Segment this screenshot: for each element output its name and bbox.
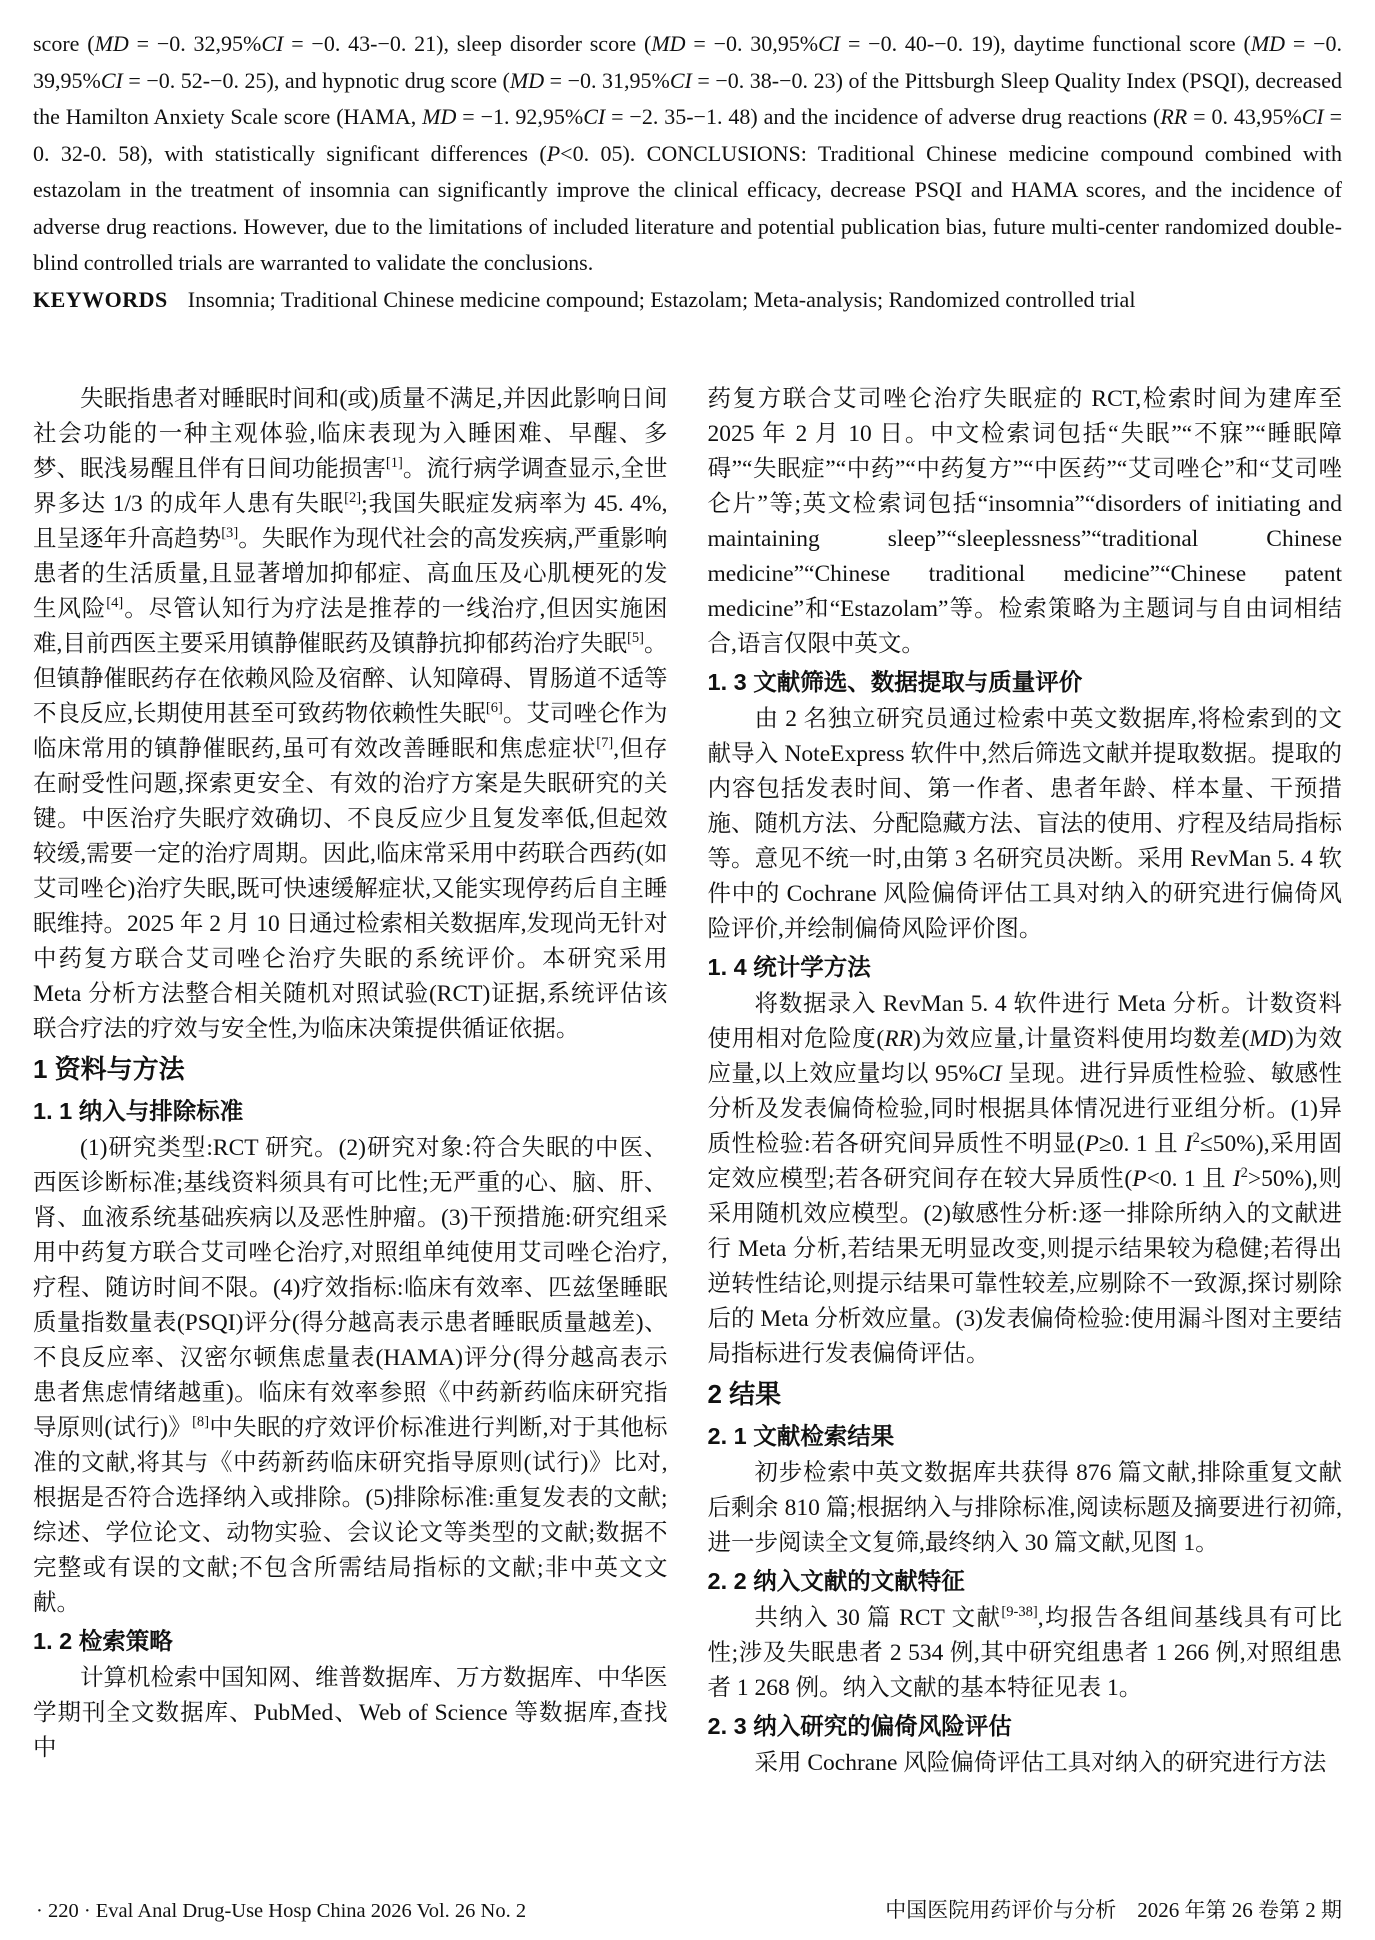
text-segment: 失眠指患者对睡眠时间和(或)质量不满足,并因此影响日间社会功能的一种主观体验,临床表现为入睡困难、早醒、多梦、眠浅易醒且伴有日间功能损害 bbox=[33, 386, 668, 482]
text-segment: 药复方联合艾司唑仑治疗失眠症的 RCT,检索时间为建库至 2025 年 2 月 10 日。中文检索词包括“失眠”“不寐”“睡眠障碍”“失眠症”“中药”“中药复方”“中医药”“艾司唑仑”和“艾司唑仑片”等;英文检索词包括“insomnia”“disorders of initiating and maintaining sleep”“sleeplessness”“traditional Chinese medicine”“Chinese traditional medicine”“Chinese patent medicine”和“Estazolam”等。检索策略为主题词与自由词相结合,语言仅限中英文。 bbox=[707, 386, 1342, 657]
text-segment: 由 2 名独立研究员通过检索中英文数据库,将检索到的文献导入 NoteExpress 软件中,然后筛选文献并提取数据。提取的内容包括发表时间、第一作者、患者年龄、样本量、干预措施、随机方法、分配隐藏方法、盲法的使用、疗程及结局指标等。意见不统一时,由第 3 名研究员决断。采用 RevMan 5. 4 软件中的 Cochrane 风险偏倚评估工具对纳入的研究进行偏倚风险评价,并绘制偏倚风险评价图。 bbox=[707, 706, 1342, 942]
superscript-ref: [2] bbox=[344, 490, 362, 507]
two-column-body bbox=[33, 382, 1342, 1781]
paragraph bbox=[708, 1746, 1343, 1781]
section-heading: 1. 4 统计学方法 bbox=[707, 954, 871, 980]
italic-symbol: I bbox=[1184, 1131, 1193, 1157]
superscript-ref: [4] bbox=[106, 595, 124, 612]
text-segment: 。流行病学调查显示,全世界多达 1/3 的成年人患有失眠 bbox=[33, 456, 668, 517]
text-segment: = −0. 43-−0. 21), sleep disorder score ( bbox=[283, 31, 652, 56]
text-segment: 初步检索中英文数据库共获得 876 篇文献,排除重复文献后剩余 810 篇;根据纳入与排除标准,阅读标题及摘要进行初筛,进一步阅读全文复筛,最终纳入 30 篇文献,见图 1。 bbox=[707, 1460, 1342, 1556]
footer-journal-cn-issue: 中国医院用药评价与分析 2026 年第 26 卷第 2 期 bbox=[885, 1898, 1342, 1922]
text-segment: = −0. 31,95% bbox=[544, 67, 670, 93]
italic-symbol: CI bbox=[669, 67, 692, 93]
italic-symbol: CI bbox=[261, 31, 284, 56]
text-segment: ;我国失眠症发病率为 45. 4%,且呈逐年升高趋势 bbox=[33, 491, 668, 552]
superscript-ref: [6] bbox=[485, 700, 503, 717]
paragraph bbox=[708, 702, 1343, 947]
text-segment: 。但镇静催眠药存在依赖风险及宿醉、认知障碍、胃肠道不适等不良反应,长期使用甚至可致药物依赖性失眠 bbox=[33, 631, 668, 727]
italic-symbol: MD bbox=[651, 31, 686, 56]
paragraph bbox=[33, 1131, 668, 1621]
section-heading: 1. 3 文献筛选、数据提取与质量评价 bbox=[707, 669, 1083, 695]
text-segment: 共纳入 30 篇 RCT 文献 bbox=[754, 1605, 1002, 1631]
section-heading: 2. 1 文献检索结果 bbox=[707, 1423, 895, 1449]
italic-symbol: MD bbox=[1250, 31, 1286, 56]
text-segment: = −0. 38-−0. 23) of the Pittsburgh Sleep Quality Index (PSQI), decreased the Hamilton Anxiety Scale score (HAMA, bbox=[33, 67, 1342, 129]
section-heading: 2 结果 bbox=[707, 1379, 782, 1409]
italic-symbol: P bbox=[1084, 1131, 1099, 1157]
italic-symbol: RR bbox=[1160, 104, 1188, 129]
abstract-continuation bbox=[33, 26, 1342, 282]
italic-symbol: CI bbox=[1301, 104, 1324, 129]
section-heading: 1. 1 纳入与排除标准 bbox=[33, 1098, 244, 1124]
superscript-ref: [1] bbox=[385, 455, 403, 472]
keywords-label: KEYWORDS bbox=[33, 286, 168, 312]
text-segment: <0. 05). CONCLUSIONS: Traditional Chinese medicine compound combined with estazolam in the treatment of insomnia can significantly improve the clinical efficacy, decrease PSQI and HAMA scores, and the incidence of adverse drug reactions. However, due to the limitations of included literature and potential publication bias, future multi-center randomized double-blind controlled trials are warranted to validate the conclusions. bbox=[33, 140, 1342, 275]
text-segment: )为效应量,计量资料使用均数差( bbox=[912, 1026, 1250, 1052]
superscript-ref: 2 bbox=[1240, 1165, 1248, 1182]
italic-symbol: CI bbox=[818, 31, 841, 56]
text-segment: ,但存在耐受性问题,探索更安全、有效的治疗方案是失眠研究的关键。中医治疗失眠疗效确切、不良反应少且复发率低,但起效较缓,需要一定的治疗周期。因此,临床常采用中药联合西药(如艾司唑仑)治疗失眠,既可快速缓解症状,又能实现停药后自主睡眠维持。2025 年 2 月 10 日通过检索相关数据库,发现尚无针对中药复方联合艾司唑仑治疗失眠的系统评价。本研究采用 Meta 分析方法整合相关随机对照试验(RCT)证据,系统评估该联合疗法的疗效与安全性,为临床决策提供循证依据。 bbox=[33, 736, 668, 1042]
page-footer bbox=[36, 1894, 1342, 1924]
italic-symbol: RR bbox=[884, 1026, 913, 1052]
text-segment: 。失眠作为现代社会的高发疾病,严重影响患者的生活质量,且显著增加抑郁症、高血压及心肌梗死的发生风险 bbox=[33, 526, 668, 622]
italic-symbol: P bbox=[1132, 1166, 1147, 1192]
keywords-paragraph bbox=[33, 282, 1342, 319]
paragraph bbox=[708, 1456, 1343, 1561]
italic-symbol: MD bbox=[1249, 1026, 1286, 1052]
superscript-ref: [7] bbox=[596, 735, 614, 752]
italic-symbol: MD bbox=[94, 31, 129, 56]
paragraph bbox=[708, 382, 1343, 662]
superscript-ref: [3] bbox=[221, 525, 239, 542]
italic-symbol: CI bbox=[978, 1061, 1002, 1087]
italic-symbol: MD bbox=[509, 67, 545, 93]
superscript-ref: [9-38] bbox=[1001, 1604, 1038, 1621]
section-heading: 2. 3 纳入研究的偏倚风险评估 bbox=[707, 1713, 1012, 1739]
section-heading: 2. 2 纳入文献的文献特征 bbox=[707, 1568, 965, 1594]
italic-symbol: MD bbox=[422, 104, 457, 129]
text-segment: 中失眠的疗效评价标准进行判断,对于其他标准的文献,将其与《中药新药临床研究指导原则(试行)》比对,根据是否符合选择纳入或排除。(5)排除标准:重复发表的文献;综述、学位论文、动物实验、会议论文等类型的文献;数据不完整或有误的文献;不包含所需结局指标的文献;非中英文文献。 bbox=[33, 1415, 668, 1616]
text-segment: 。艾司唑仑作为临床常用的镇静催眠药,虽可有效改善睡眠和焦虑症状 bbox=[33, 701, 668, 762]
text-segment: )为效应量,以上效应量均以 95% bbox=[707, 1026, 1343, 1087]
text-segment: ,均报告各组间基线具有可比性;涉及失眠患者 2 534 例,其中研究组患者 1 266 例,对照组患者 1 268 例。纳入文献的基本特征见表 1。 bbox=[707, 1605, 1343, 1701]
italic-symbol: CI bbox=[100, 67, 123, 93]
italic-symbol: I bbox=[1232, 1166, 1241, 1192]
text-segment: score ( bbox=[33, 31, 95, 56]
text-segment: >50%),则采用随机效应模型。(2)敏感性分析:逐一排除所纳入的文献进行 Meta 分析,若结果无明显改变,则提示结果较为稳健;若得出逆转性结论,则提示结果可靠性较差,应剔除不一致源,探讨剔除后的 Meta 分析效应量。(3)发表偏倚检验:使用漏斗图对主要结局指标进行发表偏倚评估。 bbox=[707, 1166, 1342, 1367]
text-segment: = −0. 39,95% bbox=[33, 31, 1342, 93]
text-segment: ≥0. 1 且 bbox=[1098, 1131, 1185, 1157]
text-segment: 计算机检索中国知网、维普数据库、万方数据库、中华医学期刊全文数据库、PubMed、Web of Science 等数据库,查找中 bbox=[33, 1665, 668, 1761]
text-segment: = −1. 92,95% bbox=[456, 104, 584, 129]
text-segment: = −2. 35-−1. 48) and the incidence of adverse drug reactions ( bbox=[605, 104, 1161, 129]
text-segment: 将数据录入 RevMan 5. 4 软件进行 Meta 分析。计数资料使用相对危险度( bbox=[707, 991, 1342, 1052]
text-segment: 。尽管认知行为疗法是推荐的一线治疗,但因实施困难,目前西医主要采用镇静催眠药及镇静抗抑郁药治疗失眠 bbox=[33, 596, 668, 657]
right-column bbox=[708, 382, 1343, 1781]
text-segment: = −0. 40-−0. 19), daytime functional score ( bbox=[840, 31, 1251, 56]
paragraph bbox=[33, 1661, 668, 1766]
superscript-ref: [5] bbox=[627, 630, 644, 647]
text-segment: = −0. 32,95% bbox=[128, 31, 262, 56]
section-heading: 1. 2 检索策略 bbox=[33, 1628, 173, 1654]
text-segment: = −0. 52-−0. 25), and hypnotic drug score ( bbox=[122, 67, 510, 93]
italic-symbol: P bbox=[546, 140, 561, 166]
text-segment: <0. 1 且 bbox=[1146, 1166, 1233, 1192]
text-segment: = 0. 32-0. 58), with statistically significant differences ( bbox=[33, 104, 1342, 166]
text-segment: 采用 Cochrane 风险偏倚评估工具对纳入的研究进行方法 bbox=[754, 1750, 1327, 1776]
footer-page-number-journal-en: · 220 · Eval Anal Drug-Use Hosp China 2026 Vol. 26 No. 2 bbox=[36, 1900, 527, 1922]
keywords-text: Insomnia; Traditional Chinese medicine compound; Estazolam; Meta-analysis; Randomized controlled trial bbox=[187, 286, 1136, 312]
text-segment: = 0. 43,95% bbox=[1187, 104, 1302, 129]
text-segment: (1)研究类型:RCT 研究。(2)研究对象:符合失眠的中医、西医诊断标准;基线资料须具有可比性;无严重的心、脑、肝、肾、血液系统基础疾病以及恶性肿瘤。(3)干预措施:研究组采用中药复方联合艾司唑仑治疗,对照组单纯使用艾司唑仑治疗,疗程、随访时间不限。(4)疗效指标:临床有效率、匹兹堡睡眠质量指数量表(PSQI)评分(得分越高表示患者睡眠质量越差)、不良反应率、汉密尔顿焦虑量表(HAMA)评分(得分越高表示患者焦虑情绪越重)。临床有效率参照《中药新药临床研究指导原则(试行)》 bbox=[33, 1135, 668, 1441]
paragraph bbox=[33, 382, 668, 1047]
text-segment: ≤50%),采用固定效应模型;若各研究间存在较大异质性( bbox=[707, 1131, 1342, 1192]
left-column bbox=[33, 382, 668, 1781]
superscript-ref: [8] bbox=[192, 1414, 210, 1431]
section-heading: 1 资料与方法 bbox=[33, 1054, 185, 1084]
text-segment: 呈现。进行异质性检验、敏感性分析及发表偏倚检验,同时根据具体情况进行亚组分析。(1)异质性检验:若各研究间异质性不明显( bbox=[707, 1061, 1343, 1157]
superscript-ref: 2 bbox=[1192, 1130, 1200, 1147]
paragraph bbox=[708, 987, 1343, 1372]
italic-symbol: CI bbox=[583, 104, 606, 129]
paragraph bbox=[708, 1601, 1343, 1706]
text-segment: = −0. 30,95% bbox=[685, 31, 819, 56]
